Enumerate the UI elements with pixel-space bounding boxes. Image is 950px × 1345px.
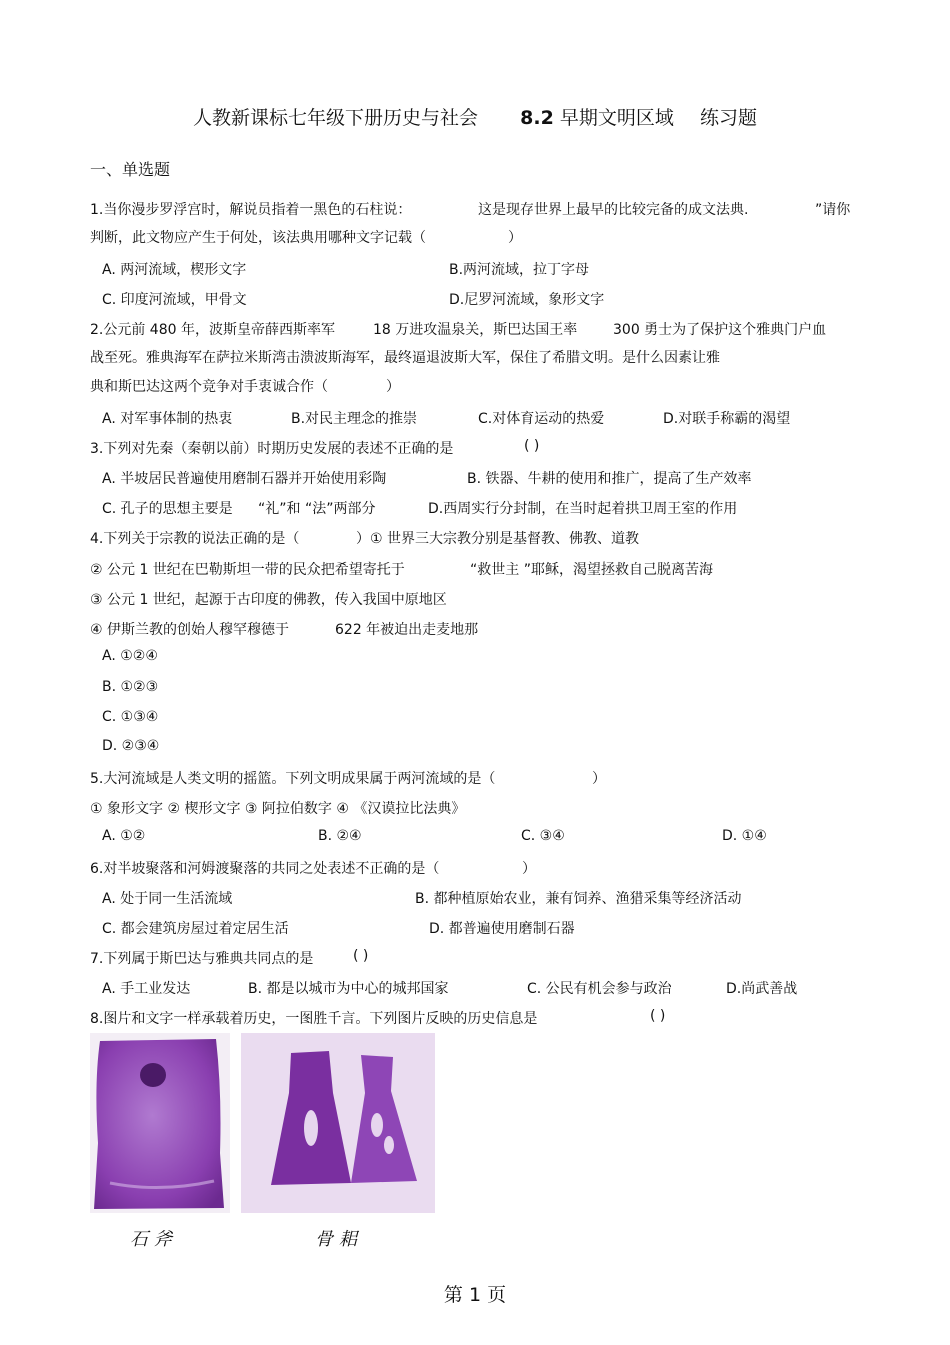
- q5-option-c: C. ③④: [521, 828, 565, 844]
- q5-option-b: B. ②④: [318, 828, 362, 844]
- q6-paren: ）: [522, 861, 536, 877]
- q4-item-3: ③ 公元 1 世纪，起源于古印度的佛教，传入我国中原地区: [90, 592, 447, 608]
- title-number: 8.2: [520, 107, 554, 129]
- q1-option-d: D.尼罗河流域，象形文字: [449, 292, 605, 308]
- q6-option-c: C. 都会建筑房屋过着定居生活: [102, 921, 289, 937]
- q2-option-a: A. 对军事体制的热衷: [102, 411, 233, 427]
- q4-option-b: B. ①②③: [102, 679, 159, 695]
- q3-stem: 3.下列对先秦（秦朝以前）时期历史发展的表述不正确的是: [90, 441, 454, 457]
- q2-option-d: D.对联手称霸的渴望: [663, 411, 791, 427]
- q4-option-d: D. ②③④: [102, 738, 160, 754]
- q7-option-a: A. 手工业发达: [102, 981, 191, 997]
- section-heading: 一、单选题: [90, 160, 171, 179]
- q2-stem-2: 战至死。雅典海军在萨拉米斯湾击溃波斯海军，最终逼退波斯大军，保住了希腊文明。是什么因素让雅: [90, 350, 720, 366]
- q5-option-d: D. ①④: [722, 828, 767, 844]
- q4-stem-b: ）① 世界三大宗教分别是基督教、佛教、道教: [356, 531, 639, 547]
- q6-stem: 6.对半坡聚落和河姆渡聚落的共同之处表述不正确的是（: [90, 861, 440, 877]
- q1-stem-2: 判断，此文物应产生于何处，该法典用哪种文字记载（: [90, 230, 426, 246]
- q7-stem: 7.下列属于斯巴达与雅典共同点的是: [90, 951, 314, 967]
- q7-option-b: B. 都是以城市为中心的城邦国家: [248, 981, 449, 997]
- q7-option-d: D.尚武善战: [726, 981, 798, 997]
- q5-paren: ）: [592, 771, 606, 787]
- page-title: [0, 103, 950, 130]
- q4-stem: 4.下列关于宗教的说法正确的是（: [90, 531, 300, 547]
- q5-items: ① 象形文字 ② 楔形文字 ③ 阿拉伯数字 ④ 《汉谟拉比法典》: [90, 801, 466, 817]
- bone-spade-illustration: [241, 1033, 435, 1213]
- q2-paren: ）: [386, 379, 400, 395]
- q4-item-2: ② 公元 1 世纪在巴勒斯坦一带的民众把希望寄托于: [90, 562, 405, 578]
- q2-stem-c: 300 勇士为了保护这个雅典门户血: [613, 322, 827, 338]
- title-main: 人教新课标七年级下册历史与社会: [193, 107, 479, 129]
- stone-axe-photo: [90, 1033, 230, 1213]
- caption-bone-spade: 骨耜: [315, 1229, 363, 1250]
- q2-stem: 2.公元前 480 年，波斯皇帝薛西斯率军: [90, 322, 335, 338]
- q1-option-a: A. 两河流域，楔形文字: [102, 262, 247, 278]
- q8-paren: ( ): [650, 1008, 666, 1024]
- q7-paren: ( ): [353, 948, 369, 964]
- q1-quote: 这是现存世界上最早的比较完备的成文法典.: [478, 202, 749, 218]
- q8-stem: 8.图片和文字一样承载着历史，一图胜千言。下列图片反映的历史信息是: [90, 1011, 538, 1027]
- page-number: 第 1 页: [443, 1284, 507, 1306]
- q6-option-d: D. 都普遍使用磨制石器: [429, 921, 575, 937]
- q1-stem: 1.当你漫步罗浮宫时，解说员指着一黑色的石柱说：: [90, 202, 412, 218]
- q3-paren: ( ): [524, 438, 540, 454]
- q2-option-b: B.对民主理念的推崇: [291, 411, 418, 427]
- q4-item-4-cont: 622 年被迫出走麦地那: [335, 622, 479, 638]
- q6-option-a: A. 处于同一生活流域: [102, 891, 233, 907]
- q1-option-b: B.两河流域，拉丁字母: [449, 262, 590, 278]
- q4-item-4: ④ 伊斯兰教的创始人穆罕穆德于: [90, 622, 290, 638]
- q4-item-2-cont: “救世主 ”耶稣，渴望拯救自己脱离苦海: [470, 562, 713, 578]
- q2-option-c: C.对体育运动的热爱: [478, 411, 605, 427]
- q3-option-b: B. 铁器、牛耕的使用和推广，提高了生产效率: [467, 471, 752, 487]
- q4-option-c: C. ①③④: [102, 709, 159, 725]
- stone-axe-illustration: [90, 1033, 230, 1213]
- caption-stone-axe: 石斧: [130, 1229, 178, 1250]
- q3-option-d: D.西周实行分封制，在当时起着拱卫周王室的作用: [428, 501, 738, 517]
- q1-option-c: C. 印度河流域，甲骨文: [102, 292, 247, 308]
- q3-option-c-cont: “礼”和 “法”两部分: [258, 501, 376, 517]
- q2-stem-b: 18 万进攻温泉关，斯巴达国王率: [373, 322, 578, 338]
- title-suffix: 练习题: [699, 107, 757, 129]
- q3-option-c: C. 孔子的思想主要是: [102, 501, 233, 517]
- q5-stem: 5.大河流域是人类文明的摇篮。下列文明成果属于两河流域的是（: [90, 771, 496, 787]
- q2-stem-3: 典和斯巴达这两个竞争对手衷诚合作（: [90, 379, 328, 395]
- q1-paren: ）: [508, 230, 522, 246]
- q3-option-a: A. 半坡居民普遍使用磨制石器并开始使用彩陶: [102, 471, 387, 487]
- title-topic: 早期文明区域: [559, 107, 674, 129]
- q4-option-a: A. ①②④: [102, 648, 158, 664]
- q5-option-a: A. ①②: [102, 828, 146, 844]
- q7-option-c: C. 公民有机会参与政治: [527, 981, 672, 997]
- bone-spade-photo: [241, 1033, 435, 1213]
- q6-option-b: B. 都种植原始农业，兼有饲养、渔猎采集等经济活动: [415, 891, 742, 907]
- q1-stem-end: ”请你: [815, 202, 851, 218]
